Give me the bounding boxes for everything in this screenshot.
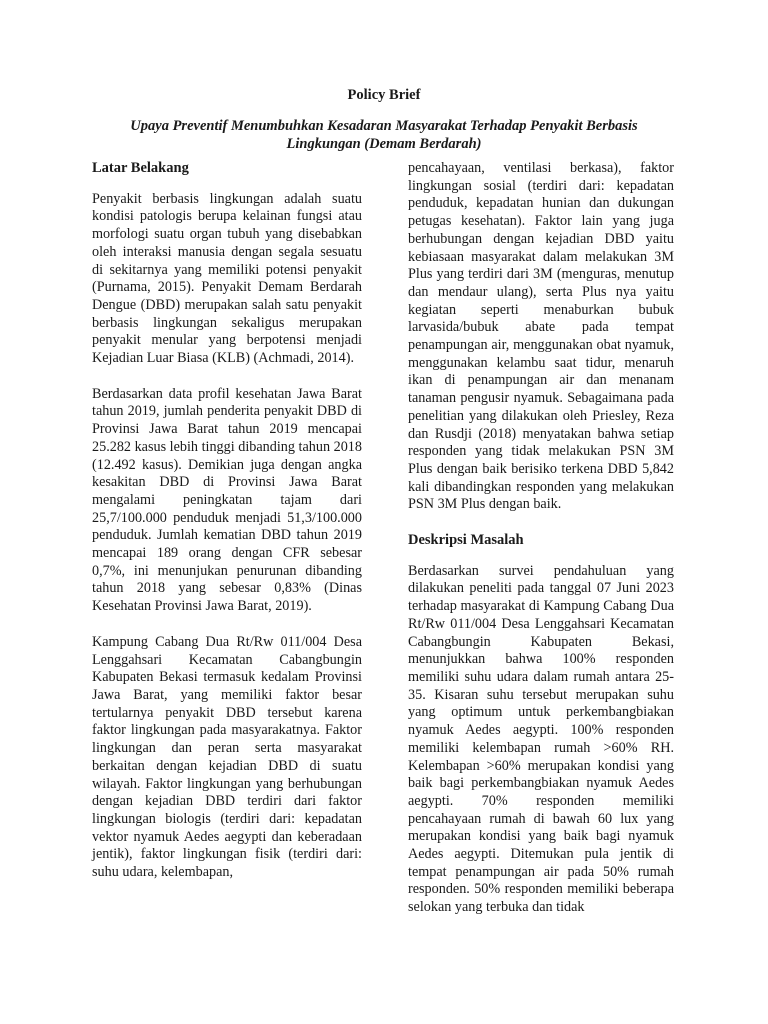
paragraph: Berdasarkan survei pendahuluan yang dilakukan peneliti pada tanggal 07 Juni 2023 terhadap masyarakat di Kampung Cabang Dua Rt/Rw 011/004 Desa Lenggahsari Kecamatan Cabangbungin Kabupaten Bekasi, menunjukkan bahwa 100% responden memiliki suhu udara dalam rumah antara 25-35. Kisaran suhu tersebut merupakan suhu yang optimum untuk perkembangbiakan nyamuk Aedes aegypti. 100% responden memiliki kelembapan rumah >60% RH. Kelembapan >60% merupakan kondisi yang baik bagi perkembangbiakan nyamuk Aedes aegypti. 70% responden memiliki pencahayaan rumah di bawah 60 lux yang merupakan kondisi yang baik bagi nyamuk Aedes aegypti. Ditemukan pula jentik di tempat penampungan air pada 50% rumah responden. 50% responden memiliki beberapa selokan yang terbuka dan tidak — [408, 562, 674, 916]
left-column — [92, 160, 362, 900]
paragraph: Berdasarkan data profil kesehatan Jawa Barat tahun 2019, jumlah penderita penyakit DBD di Provinsi Jawa Barat tahun 2019 mencapai 25.282 kasus lebih tinggi dibanding tahun 2018 (12.492 kasus). Demikian juga dengan angka kesakitan DBD di Provinsi Jawa Barat mengalami peningkatan tajam dari 25,7/100.000 penduduk menjadi 51,3/100.000 penduduk. Jumlah kematian DBD tahun 2019 mencapai 189 orang dengan CFR sebesar 0,7%, ini menunjukan penurunan dibanding tahun 2018 yang sebesar 0,83% (Dinas Kesehatan Provinsi Jawa Barat, 2019). — [92, 385, 362, 615]
section-heading-deskripsi-masalah: Deskripsi Masalah — [408, 532, 524, 549]
document-title: Policy Brief — [347, 87, 421, 103]
paragraph-continuation: pencahayaan, ventilasi berkasa), faktor lingkungan sosial (terdiri dari: kepadatan penduduk, kepadatan hunian dan dukungan petugas kesehatan). Faktor lain yang juga berhubungan dengan kejadian DBD yaitu kebiasaan masyarakat dalam melakukan 3M Plus yang terdiri dari 3M (menguras, menutup dan mendaur ulang), serta Plus nya yaitu kegiatan seperti menaburkan bubuk larvasida/bubuk abate pada tempat penampungan air, menggunakan obat nyamuk, menggunakan kelambu saat tidur, menaruh ikan di penampungan air dan menanam tanaman pengusir nyamuk. Sebagaimana pada penelitian yang dilakukan oleh Priesley, Reza dan Rusdji (2018) menyatakan bahwa setiap responden yang tidak melakukan PSN 3M Plus dengan baik berisiko terkena DBD 5,842 kali dibandingkan responden yang melakukan PSN 3M Plus dengan baik. — [408, 160, 674, 513]
right-column — [408, 160, 674, 935]
document-subtitle: Upaya Preventif Menumbuhkan Kesadaran Masyarakat Terhadap Penyakit Berbasis Lingkungan (Demam Berdarah) — [130, 118, 638, 152]
paragraph: Penyakit berbasis lingkungan adalah suatu kondisi patologis berupa kelainan fungsi atau morfologi suatu organ tubuh yang disebabkan oleh interaksi manusia dengan segala sesuatu di sekitarnya yang memiliki potensi penyakit (Purnama, 2015). Penyakit Demam Berdarah Dengue (DBD) merupakan salah satu penyakit berbasis lingkungan sekaligus merupakan penyakit menular yang berpotensi menjadi Kejadian Luar Biasa (KLB) (Achmadi, 2014). — [92, 190, 362, 367]
section-heading-latar-belakang: Latar Belakang — [92, 160, 189, 176]
paragraph: Kampung Cabang Dua Rt/Rw 011/004 Desa Lenggahsari Kecamatan Cabangbungin Kabupaten Bekasi termasuk kedalam Provinsi Jawa Barat, yang memiliki faktor besar tertularnya penyakit DBD tersebut karena faktor lingkungan pada masyarakatnya. Faktor lingkungan dan peran serta masyarakat berkaitan dengan kejadian DBD di suatu wilayah. Faktor lingkungan yang berhubungan dengan kejadian DBD terdiri dari faktor lingkungan biologis (terdiri dari: kepadatan vektor nyamuk Aedes aegypti dan keberadaan jentik), faktor lingkungan fisik (terdiri dari: suhu udara, kelembapan, — [92, 633, 362, 881]
